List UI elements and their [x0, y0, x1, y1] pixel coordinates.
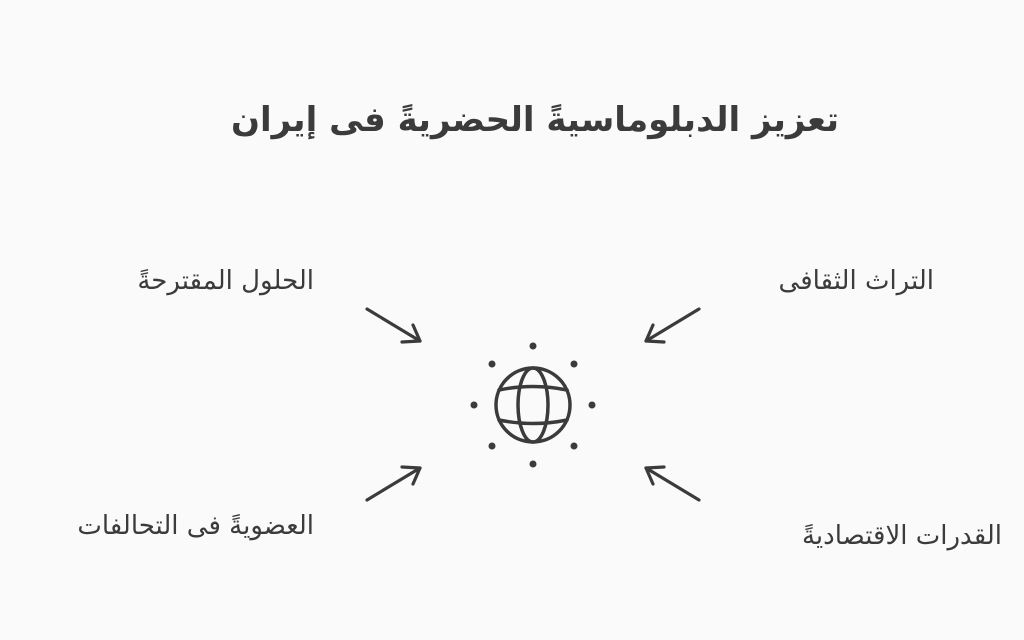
diagram-title: تعزيز الدبلوماسيةً الحضريةً فى إيران [230, 100, 839, 140]
globe-dots [471, 343, 596, 468]
node-label-alliance-membership: العضويةً فى التحالفات [77, 511, 314, 541]
arrow-bottom-left [367, 467, 420, 500]
node-label-proposed-solutions: الحلول المقترحةً [137, 266, 314, 296]
arrow-bottom-right [646, 467, 699, 500]
arrow-top-left [367, 309, 420, 342]
globe-icon [471, 343, 596, 468]
node-label-economic-capabilities: القدرات الاقتصاديةً [801, 521, 1002, 551]
node-label-cultural-heritage: التراث الثقافى [778, 266, 934, 296]
arrow-top-right [646, 309, 699, 342]
